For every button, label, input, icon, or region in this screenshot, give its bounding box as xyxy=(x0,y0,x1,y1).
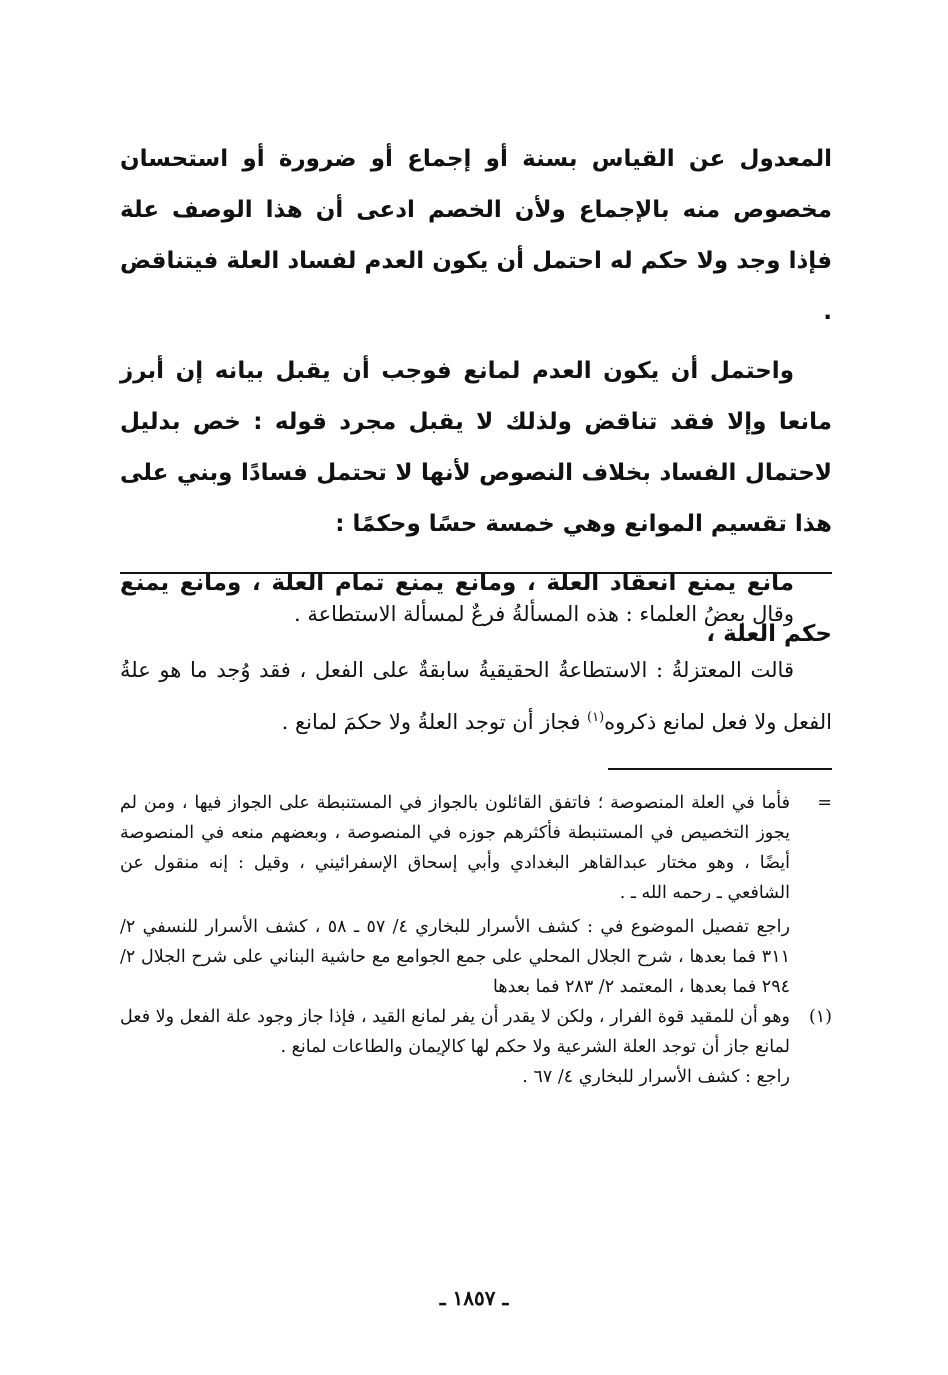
quote-line-2 xyxy=(120,644,832,748)
main-divider-rule xyxy=(120,572,832,574)
continuation-marker: = xyxy=(817,793,832,813)
main-paragraph-2: واحتمل أن يكون العدم لمانع فوجب أن يقبل بيانه إن أبرز مانعا وإلا فقد تناقض ولذلك لا يقبل مجرد قوله : خص بدليل لاحتمال الفساد بخلاف النصوص لأنها لا تحتمل فسادًا وبني على هذا تقسيم الموانع وهي خمسة حسًا وحكمًا : xyxy=(120,358,832,537)
footnote-divider-rule xyxy=(608,768,832,770)
quote-line-2-text: قالت المعتزلةُ : الاستطاعةُ الحقيقيةُ سابقةٌ على الفعل ، فقد وُجد ما هو علةُ الفعل ولا فعل لمانع ذكروه xyxy=(120,658,832,734)
quoted-commentary-block xyxy=(120,588,832,752)
page-number: ـ ١٨٥٧ ـ xyxy=(439,1286,509,1310)
footnote-continuation xyxy=(120,788,832,1002)
footnote-reference-1[interactable]: (١) xyxy=(587,710,605,725)
footnote-continuation-text: فأما في العلة المنصوصة ؛ فاتفق القائلون بالجواز في المستنبطة على الجواز فيها ، ومن لم يجوز التخصيص في المستنبطة فأكثرهم جوزه في المنصوصة ، وبعضهم منعه في المنصوصة أيضًا ، وهو مختار عبدالقاهر البغدادي وأبي إسحاق الإسفرائيني ، وقيل : إنه منقول عن الشافعي ـ رحمه الله ـ . xyxy=(120,793,790,903)
footnote-continuation-reference: راجع تفصيل الموضوع في : كشف الأسرار للبخاري ٤/ ٥٧ ـ ٥٨ ، كشف الأسرار للنسفي ٢/ ٣١١ فما بعدها ، شرح الجلال المحلي على جمع الجوامع مع حاشية البناني على شرح الجلال ٢/ ٢٩٤ فما بعدها ، المعتمد ٢/ ٢٨٣ فما بعدها xyxy=(120,917,790,997)
footnote-1 xyxy=(120,1002,832,1092)
footnote-1-marker: (١) xyxy=(808,1007,832,1027)
quote-line-2-ending: فجاز أن توجد العلةُ ولا حكمَ لمانع . xyxy=(281,710,588,734)
footnote-1-text: وهو أن للمقيد قوة الفرار ، ولكن لا يقدر أن يفر لمانع القيد ، فإذا جاز وجود علة الفعل ولا فعل لمانع جاز أن توجد العلة الشرعية ولا حكم لها كالإيمان والطاعات لمانع . xyxy=(120,1007,790,1057)
quote-line-1: وقال بعضُ العلماء : هذه المسألةُ فرعٌ لمسألة الاستطاعة . xyxy=(293,602,794,626)
footnotes-section xyxy=(120,788,832,1092)
footnote-1-reference: راجع : كشف الأسرار للبخاري ٤/ ٦٧ . xyxy=(522,1067,790,1087)
main-paragraph-3: مانع يمنع انعقاد العلة ، ومانع يمنع تمام العلة ، ومانع يمنع حكم العلة ، xyxy=(120,570,832,647)
main-paragraph-1: المعدول عن القياس بسنة أو إجماع أو ضرورة أو استحسان مخصوص منه بالإجماع ولأن الخصم ادعى أن هذا الوصف علة فإذا وجد ولا حكم له احتمل أن يكون العدم لفساد العلة فيتناقض . xyxy=(120,146,832,325)
